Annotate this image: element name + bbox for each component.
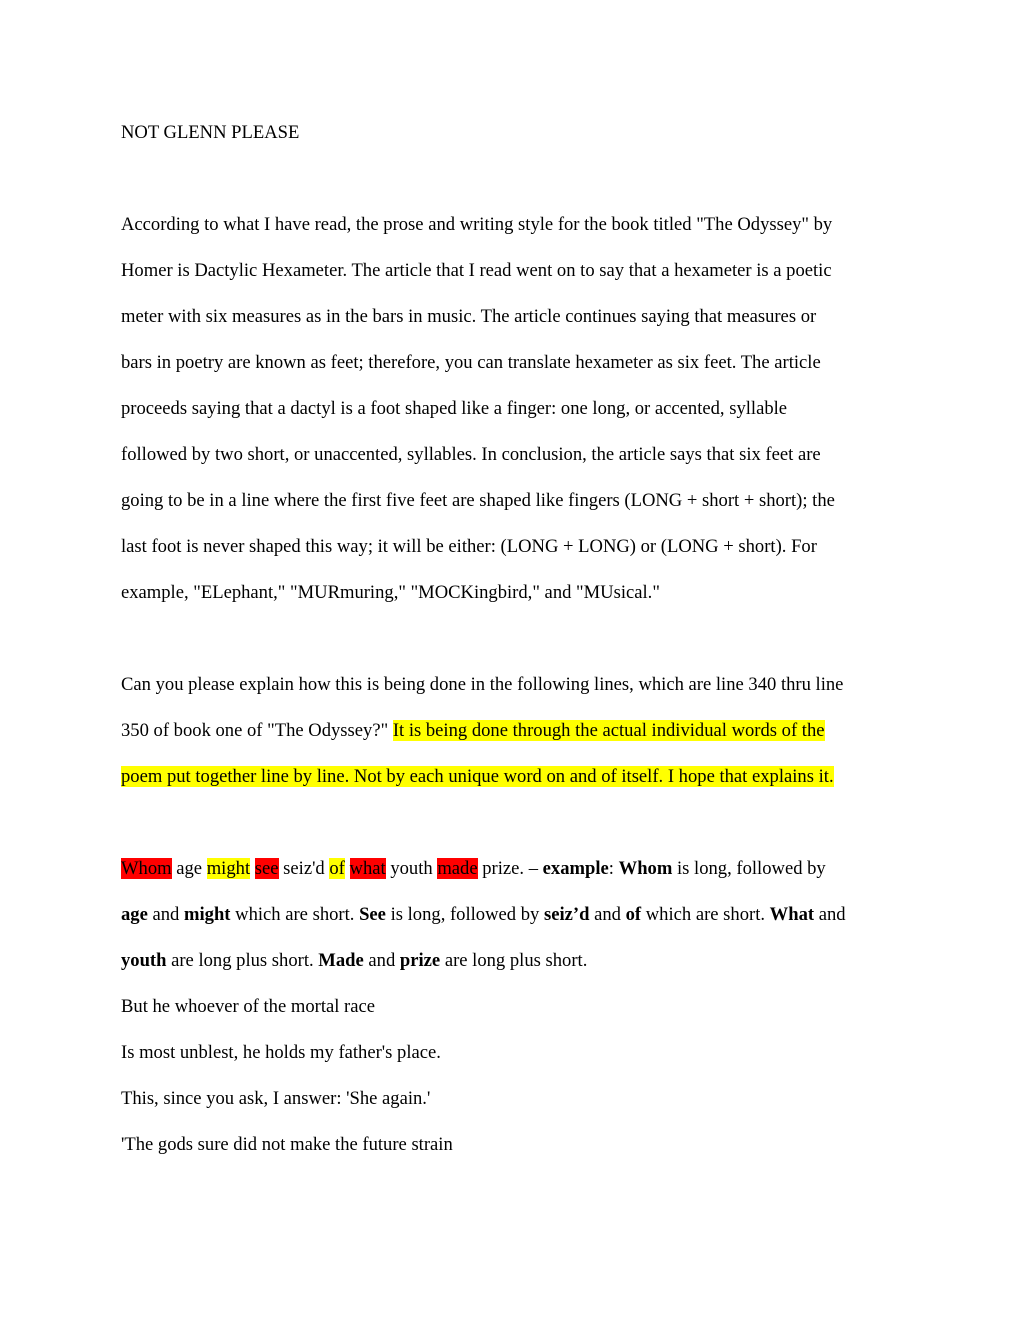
paragraph-line: According to what I have read, the prose and writing style for the book titled "The Odyssey" by — [121, 214, 833, 235]
question-line: Can you please explain how this is being done in the following lines, which are line 340 thru line — [121, 674, 844, 695]
plain-word: seiz'd — [278, 858, 330, 879]
bold-word: Whom — [618, 858, 673, 879]
scansion-line — [121, 857, 826, 881]
paragraph-line: example, "ELephant," "MURmuring," "MOCKingbird," and "MUsical." — [121, 582, 660, 603]
long-syllable-word: made — [437, 858, 478, 879]
highlighted-answer: It is being done through the actual individual words of the — [392, 720, 825, 741]
question-text: 350 of book one of "The Odyssey?" — [121, 720, 393, 741]
plain-word — [345, 858, 350, 879]
bold-word: might — [184, 904, 231, 925]
long-syllable-word: Whom — [121, 858, 172, 879]
bold-word: youth — [121, 950, 167, 971]
explanation-line — [121, 903, 846, 927]
poem-line: This, since you ask, I answer: 'She again.' — [121, 1088, 431, 1109]
bold-word: What — [769, 904, 815, 925]
paragraph-line: Homer is Dactylic Hexameter. The article that I read went on to say that a hexameter is a poetic — [121, 260, 832, 281]
long-syllable-word: what — [349, 858, 386, 879]
plain-word: are long plus short. — [440, 950, 588, 971]
bold-word: of — [625, 904, 642, 925]
plain-word: is long, followed by — [672, 858, 826, 879]
plain-word: youth — [385, 858, 438, 879]
short-syllable-word: of — [329, 858, 345, 879]
bold-word: seiz’d — [543, 904, 590, 925]
paragraph-line: last foot is never shaped this way; it will be either: (LONG + LONG) or (LONG + short). For — [121, 536, 817, 557]
poem-line: But he whoever of the mortal race — [121, 996, 376, 1017]
paragraph-line: meter with six measures as in the bars in music. The article continues saying that measures or — [121, 306, 817, 327]
plain-word: is long, followed by — [385, 904, 544, 925]
plain-word: prize. – — [477, 858, 543, 879]
paragraph-line: proceeds saying that a dactyl is a foot shaped like a finger: one long, or accented, syllable — [121, 398, 788, 419]
plain-word: and — [589, 904, 626, 925]
bold-word: Made — [318, 950, 364, 971]
poem-line: Is most unblest, he holds my father's place. — [121, 1042, 441, 1063]
answer-line — [121, 765, 834, 789]
paragraph-line: followed by two short, or unaccented, syllables. In conclusion, the article says that six feet are — [121, 444, 821, 465]
plain-word: are long plus short. — [166, 950, 319, 971]
example-label: example — [542, 858, 609, 879]
bold-word: age — [121, 904, 148, 925]
poem-line: 'The gods sure did not make the future strain — [121, 1134, 453, 1155]
plain-word: which are short. — [230, 904, 360, 925]
bold-word: prize — [399, 950, 441, 971]
long-syllable-word: see — [254, 858, 279, 879]
plain-word: and — [147, 904, 185, 925]
question-line — [121, 719, 825, 743]
plain-word: age — [171, 858, 207, 879]
plain-word: and — [814, 904, 846, 925]
plain-word: which are short. — [641, 904, 770, 925]
document-title: NOT GLENN PLEASE — [121, 122, 300, 143]
plain-word: : — [608, 858, 619, 879]
short-syllable-word: might — [206, 858, 251, 879]
plain-word: and — [363, 950, 400, 971]
bold-word: See — [359, 904, 386, 925]
explanation-line — [121, 949, 587, 973]
highlighted-answer: poem put together line by line. Not by each unique word on and of itself. I hope that explains it. — [121, 766, 834, 787]
paragraph-line: going to be in a line where the first five feet are shaped like fingers (LONG + short + short); the — [121, 490, 835, 511]
paragraph-line: bars in poetry are known as feet; therefore, you can translate hexameter as six feet. The article — [121, 352, 821, 373]
